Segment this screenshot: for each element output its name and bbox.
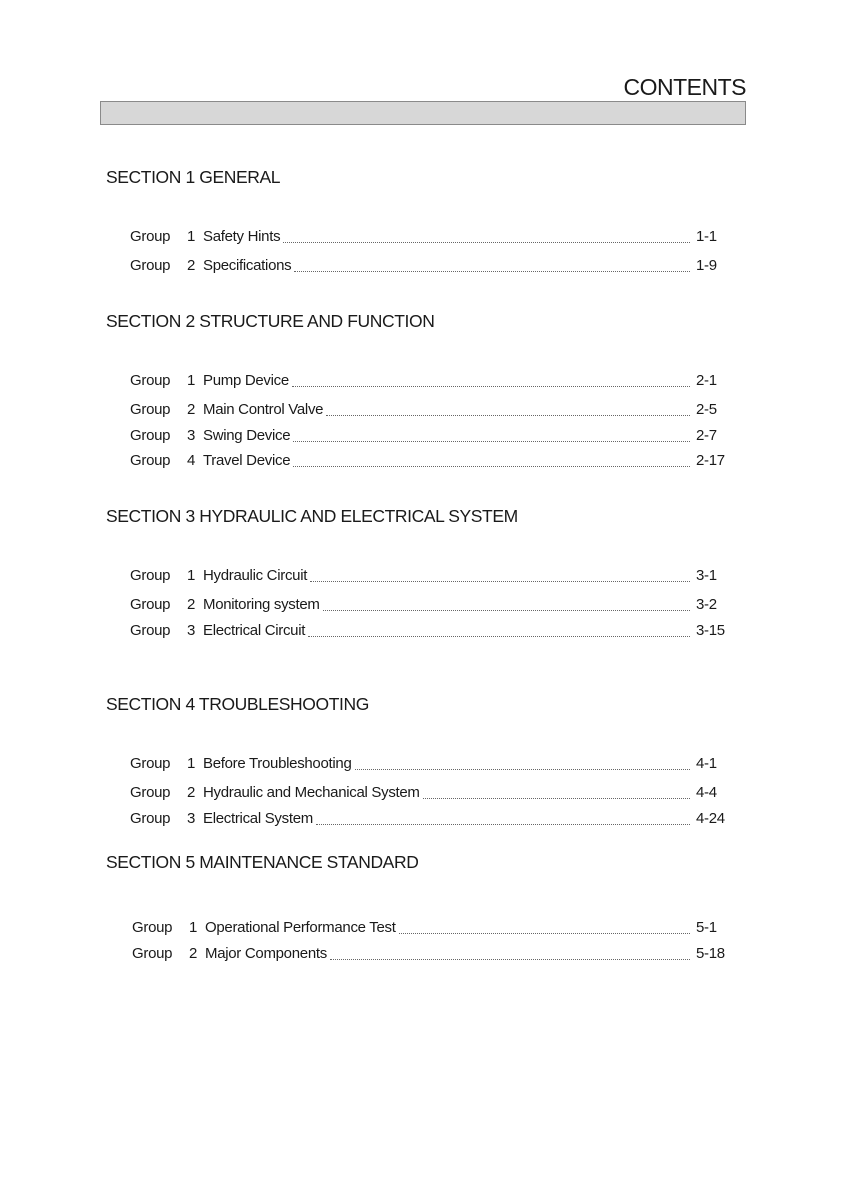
group-word: Group [130,784,171,801]
section-4 [106,694,736,827]
dot-leader [316,823,690,825]
group-word: Group [130,596,171,613]
toc-entry[interactable] [130,452,732,474]
entry-label: Travel Device [203,452,291,469]
group-word: Group [130,810,171,827]
group-word: Group [130,755,171,772]
group-number: 1 [187,228,196,245]
group-word: Group [130,257,171,274]
entry-label: Pump Device [203,372,289,389]
page-number: 2-1 [696,372,717,389]
section-heading: SECTION 4 TROUBLESHOOTING [106,694,369,714]
section-3 [106,506,736,639]
dot-leader [292,385,690,387]
page-number: 5-18 [696,945,725,962]
toc-entry[interactable] [130,596,732,618]
group-number: 2 [189,945,198,962]
group-word: Group [130,401,171,418]
dot-leader [423,797,690,799]
toc-entry[interactable] [130,567,732,589]
group-number: 1 [189,919,198,936]
group-word: Group [130,452,171,469]
dot-leader [323,609,690,611]
entry-label: Swing Device [203,427,291,444]
group-word: Group [130,228,171,245]
group-word: Group [130,622,171,639]
group-number: 3 [187,810,196,827]
section-2 [106,311,736,469]
toc-entry[interactable] [132,919,732,941]
dot-leader [293,440,690,442]
toc-entry[interactable] [130,401,732,423]
page-number: 2-7 [696,427,717,444]
page-number: 2-5 [696,401,717,418]
entry-label: Before Troubleshooting [203,755,352,772]
page-title: CONTENTS [623,74,746,100]
dot-leader [399,932,690,934]
page-number: 2-17 [696,452,725,469]
entry-label: Electrical Circuit [203,622,306,639]
entry-label: Major Components [205,945,327,962]
page-number: 5-1 [696,919,717,936]
section-5 [106,852,736,962]
group-number: 3 [187,622,196,639]
entry-label: Electrical System [203,810,313,827]
group-word: Group [130,567,171,584]
dot-leader [326,414,690,416]
dot-leader [283,241,690,243]
title-bar [100,101,746,125]
toc-entry[interactable] [130,228,732,250]
group-word: Group [130,427,171,444]
dot-leader [310,580,690,582]
toc-entry[interactable] [130,372,732,394]
section-heading: SECTION 2 STRUCTURE AND FUNCTION [106,311,435,331]
group-number: 4 [187,452,196,469]
group-word: Group [132,945,173,962]
page-number: 1-1 [696,228,717,245]
entry-label: Hydraulic Circuit [203,567,308,584]
group-word: Group [132,919,173,936]
section-heading: SECTION 1 GENERAL [106,167,281,187]
section-1 [106,167,736,274]
page-number: 4-1 [696,755,717,772]
page-number: 4-4 [696,784,717,801]
toc-entry[interactable] [130,810,732,832]
dot-leader [293,465,690,467]
toc-entry[interactable] [130,427,732,449]
page-number: 3-2 [696,596,717,613]
entry-label: Main Control Valve [203,401,324,418]
group-number: 1 [187,755,196,772]
entry-label: Monitoring system [203,596,320,613]
page-number: 1-9 [696,257,717,274]
group-number: 1 [187,372,196,389]
group-number: 2 [187,257,196,274]
group-number: 2 [187,784,196,801]
entry-label: Specifications [203,257,292,274]
toc-entry[interactable] [130,622,732,644]
group-number: 2 [187,401,196,418]
dot-leader [330,958,690,960]
group-number: 3 [187,427,196,444]
dot-leader [308,635,690,637]
section-heading: SECTION 5 MAINTENANCE STANDARD [106,852,419,872]
entry-label: Safety Hints [203,228,281,245]
group-word: Group [130,372,171,389]
entry-label: Operational Performance Test [205,919,396,936]
page-number: 4-24 [696,810,725,827]
section-heading: SECTION 3 HYDRAULIC AND ELECTRICAL SYSTEM [106,506,518,526]
entry-label: Hydraulic and Mechanical System [203,784,420,801]
toc-entry[interactable] [130,257,732,279]
dot-leader [355,768,690,770]
page-number: 3-1 [696,567,717,584]
group-number: 1 [187,567,196,584]
toc-entry[interactable] [132,945,732,967]
group-number: 2 [187,596,196,613]
toc-entry[interactable] [130,755,732,777]
page-number: 3-15 [696,622,725,639]
toc-entry[interactable] [130,784,732,806]
dot-leader [294,270,690,272]
